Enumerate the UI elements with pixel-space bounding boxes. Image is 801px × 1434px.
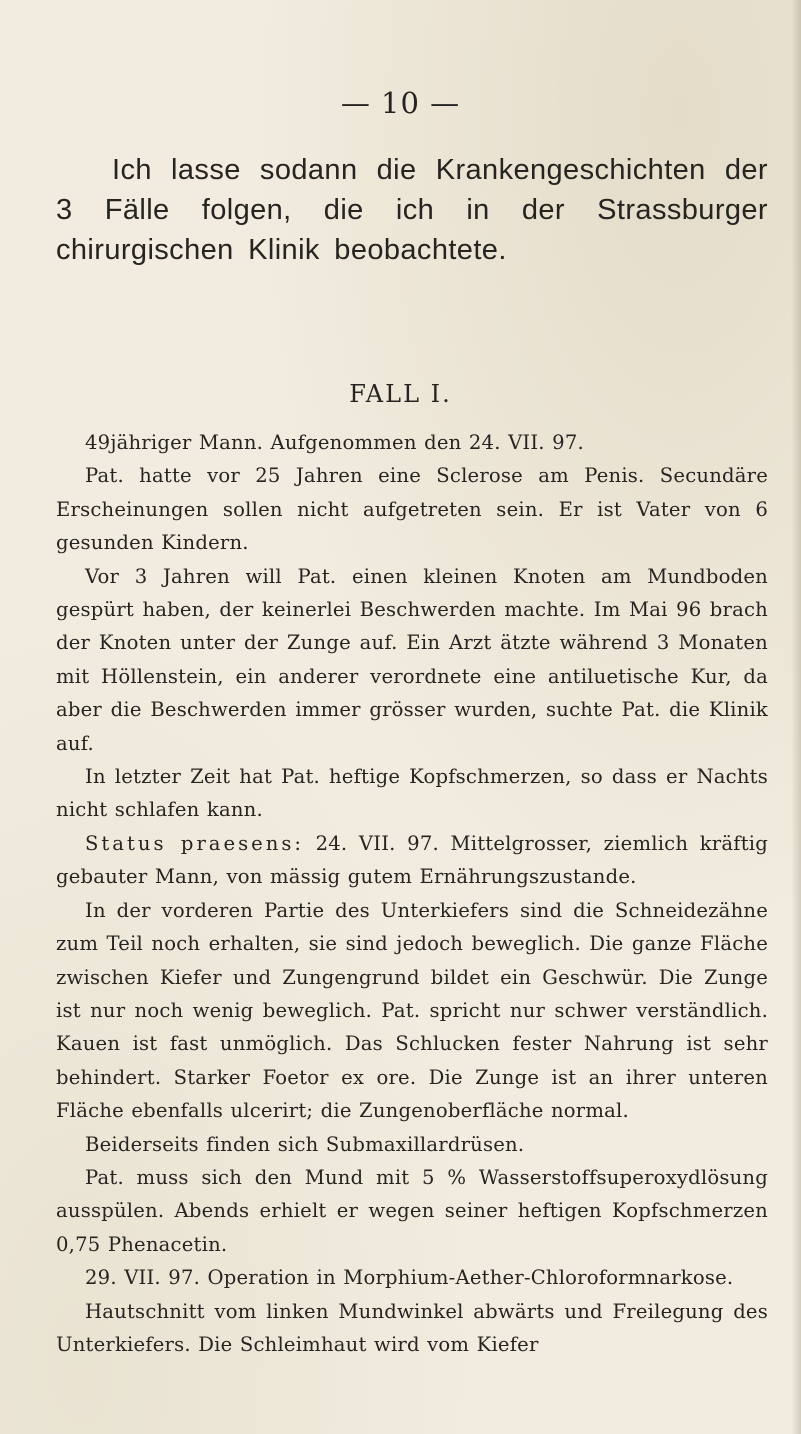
case-body	[56, 426, 768, 1361]
intro-paragraph: Ich lasse sodann die Krankengeschichten der 3 Fälle folgen, die ich in der Strassburger chirurgischen Klinik beobachtete.	[56, 154, 768, 266]
paragraph-8: Pat. muss sich den Mund mit 5 % Wasserstoffsuperoxydlösung ausspülen. Abends erhielt er wegen seiner heftigen Kopfschmerzen 0,75 Phenacetin.	[56, 1165, 768, 1256]
paragraph-2: Pat. hatte vor 25 Jahren eine Sclerose am Penis. Secundäre Erscheinungen sollen nicht aufgetreten sein. Er ist Vater von 6 gesunden Kindern.	[56, 464, 768, 555]
paragraph-5-text: 24. VII. 97. Mittelgrosser, ziemlich kräftig gebauter Mann, von mässig gutem Ernährungszustande.	[56, 831, 768, 889]
paragraph-9: 29. VII. 97. Operation in Morphium-Aether-Chloroformnarkose.	[85, 1266, 734, 1290]
paragraph-3: Vor 3 Jahren will Pat. einen kleinen Knoten am Mundboden gespürt haben, der keinerlei Beschwerden machte. Im Mai 96 brach der Knoten unter der Zunge auf. Ein Arzt ätzte während 3 Monaten mit Höllenstein, ein anderer verordnete eine antiluetische Kur, da aber die Beschwerden immer grösser wurden, suchte Pat. die Klinik auf.	[56, 564, 768, 755]
paragraph-6: In der vorderen Partie des Unterkiefers sind die Schneidezähne zum Teil noch erhalten, sie sind jedoch beweglich. Die ganze Fläche zwischen Kiefer und Zungengrund bildet ein Geschwür. Die Zunge ist nur noch wenig beweglich. Pat. spricht nur schwer verständlich. Kauen ist fast unmöglich. Das Schlucken fester Nahrung ist sehr behindert. Starker Foetor ex ore. Die Zunge ist an ihrer unteren Fläche ebenfalls ulcerirt; die Zungenoberfläche normal.	[56, 898, 768, 1123]
case-heading: FALL I.	[349, 380, 452, 408]
paragraph-1: 49jähriger Mann. Aufgenommen den 24. VII. 97.	[85, 431, 584, 454]
paragraph-10: Hautschnitt vom linken Mundwinkel abwärts und Freilegung des Unterkiefers. Die Schleimhaut wird vom Kiefer	[56, 1299, 768, 1356]
page-number: — 10 —	[340, 86, 461, 120]
paragraph-7: Beiderseits finden sich Submaxillardrüsen.	[85, 1132, 525, 1156]
paragraph-4: In letzter Zeit hat Pat. heftige Kopfschmerzen, so dass er Nachts nicht schlafen kann.	[56, 765, 768, 822]
status-praesens-label: Status praesens:	[85, 831, 305, 855]
page-edge-shadow	[791, 0, 801, 1434]
paragraph-5	[56, 827, 768, 894]
